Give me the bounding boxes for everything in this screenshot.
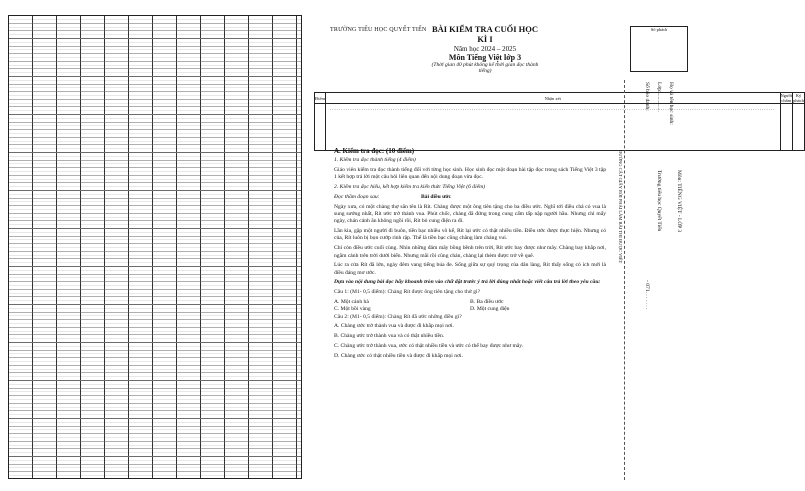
subject: Môn Tiếng Việt lớp 3 [448, 52, 522, 62]
side-dots: - 071. . . . . . . [644, 280, 650, 310]
cut-warning: ĐƯỜNG CẮT GIẤY RỜI PHẢI LÀM BÀI THI ĐƯỢC VIẾT [618, 150, 623, 264]
col-grader: Người chấm [780, 93, 793, 103]
candidate-number-label: Số báo danh: [644, 82, 650, 111]
score-cell[interactable] [315, 104, 326, 151]
school-label: Trường tiểu học Quyết Tiến [656, 170, 662, 232]
q2-option-d[interactable]: D. Chàng ước có thật nhiều tiền và được đi khắp mọi nơi. [334, 352, 463, 359]
part2-heading: 2. Kiểm tra đọc hiểu, kết hợp kiểm tra kiến thức Tiếng Việt (6 điểm) [334, 184, 486, 191]
exam-title-block [430, 25, 540, 74]
q2-option-b[interactable]: B. Chàng ước trở thành vua và có thật nhiều tiền. [334, 333, 445, 340]
story-paragraph: Lần kia, gặp một người đi buôn, tiền bạc nhiều vô kể, Rít lại ước có thật nhiều tiền. Điều ước được thực hiện. Nhưng có của, Rít luôn bị bọn cướp rình rập. Thế là tiền bạc cũng chẳng làm chàng vui. [334, 228, 606, 242]
signature-cell[interactable] [793, 104, 805, 151]
q1-option-d[interactable]: D. Một cung điện [470, 306, 510, 313]
q2-option-a[interactable]: A. Chàng ước trở thành vua và được đi khắp mọi nơi. [334, 323, 454, 330]
question-1: Câu 1: (M1- 0,5 điểm): Chàng Rít được ông tiên tặng cho thứ gì? [334, 289, 481, 296]
part1-heading: 1. Kiểm tra đọc thành tiếng (4 điểm) [334, 157, 416, 164]
question-1-options [334, 299, 606, 314]
col-signature: Ký phách [793, 93, 804, 103]
section-a-heading: A. Kiểm tra đọc: (10 điểm) [334, 147, 415, 155]
question-2: Câu 2: (M1- 0,5 điểm): Chàng Rít đã ước những điều gì? [334, 313, 462, 320]
student-name-label: Họ và tên học sinh: [668, 82, 674, 125]
q1-option-b[interactable]: B. Ba điều ước [470, 299, 504, 306]
col-score: Điểm [315, 93, 326, 104]
comment-cell[interactable]: ...................................................................................................................................................................................................... [326, 104, 781, 151]
story-paragraph: Lúc ra cửa Rít đã lớn, ngày đêm vang tiếng búa đe. Sống giữa sự quý trọng của dân làng, Rít thấy sống có ích mới là điều đáng mơ ước. [334, 262, 606, 276]
so-phach-box [630, 26, 688, 72]
story-paragraph: Ngày xưa, có một chàng thợ săn tên là Rít. Chàng được một ông tiên tặng cho ba điều ước. Nghĩ tới điều chả có vua là sung sướng nhất, Rít ước trở thành vua. Phút chốc, chàng đã đứng trong cung cấm tấp nập người hầu. Nhưng chỉ mấy ngày, chán cảnh ăn không ngồi rồi, Rít bỏ cung điện ra đi. [334, 203, 606, 225]
part1-description: Giáo viên kiểm tra đọc thành tiếng đối với từng học sinh. Học sinh đọc một đoạn bài tập đọc trong sách Tiếng Việt 3 tập 1 kết hợp trả lời một câu hỏi liên quan đến nội dung đoạn vừa đọc. [334, 167, 606, 181]
col-comment: Nhận xét [326, 93, 781, 104]
q1-option-c[interactable]: C. Một bồi vàng [334, 306, 371, 313]
exam-title: BÀI KIỂM TRA CUỐI HỌC KÌ I [431, 24, 539, 44]
class-label: Lớp:.............. [656, 82, 662, 112]
cut-line [624, 80, 625, 480]
time-limit: (Thời gian 40 phút không kể thời gian đọc thành tiếng) [431, 61, 539, 75]
side-subject: Môn: TIẾNG VIỆT - LỚP 3 [676, 170, 682, 233]
q1-option-a[interactable]: A. Một cánh hà [334, 299, 369, 306]
handwriting-grid [8, 15, 302, 479]
score-table [314, 92, 805, 151]
read-label: Đọc thầm đoạn sau: [334, 193, 380, 200]
q2-option-c[interactable]: C. Chàng ước trở thành vua, ước có thật nhiều tiền và ước có thể bay được như mây. [334, 343, 524, 350]
so-phach-label: Số phách [650, 27, 668, 32]
school-year: Năm học 2024 – 2025 [453, 44, 517, 53]
read-title: Bài điều ước [420, 193, 452, 200]
exam-body [334, 148, 606, 363]
instruction: Dựa vào nội dung bài đọc hãy khoanh tròn vào chữ đặt trước ý trả lời đúng nhất hoặc viết câu trả lời theo yêu cầu: [334, 279, 601, 286]
school-name: TRƯỜNG TIỂU HỌC QUYẾT TIẾN [330, 27, 427, 33]
grader-cell[interactable] [780, 104, 793, 151]
story-paragraph: Chỉ còn điều ước cuối cùng. Nhìn những đám mây bồng bềnh trên trời, Rít ước bay được như mây. Chàng bay khắp nơi, ngắm cảnh trên trời dưới biển. Nhưng mãi rồi cũng chán, chàng lại thèm được trở về quê. [334, 245, 606, 259]
